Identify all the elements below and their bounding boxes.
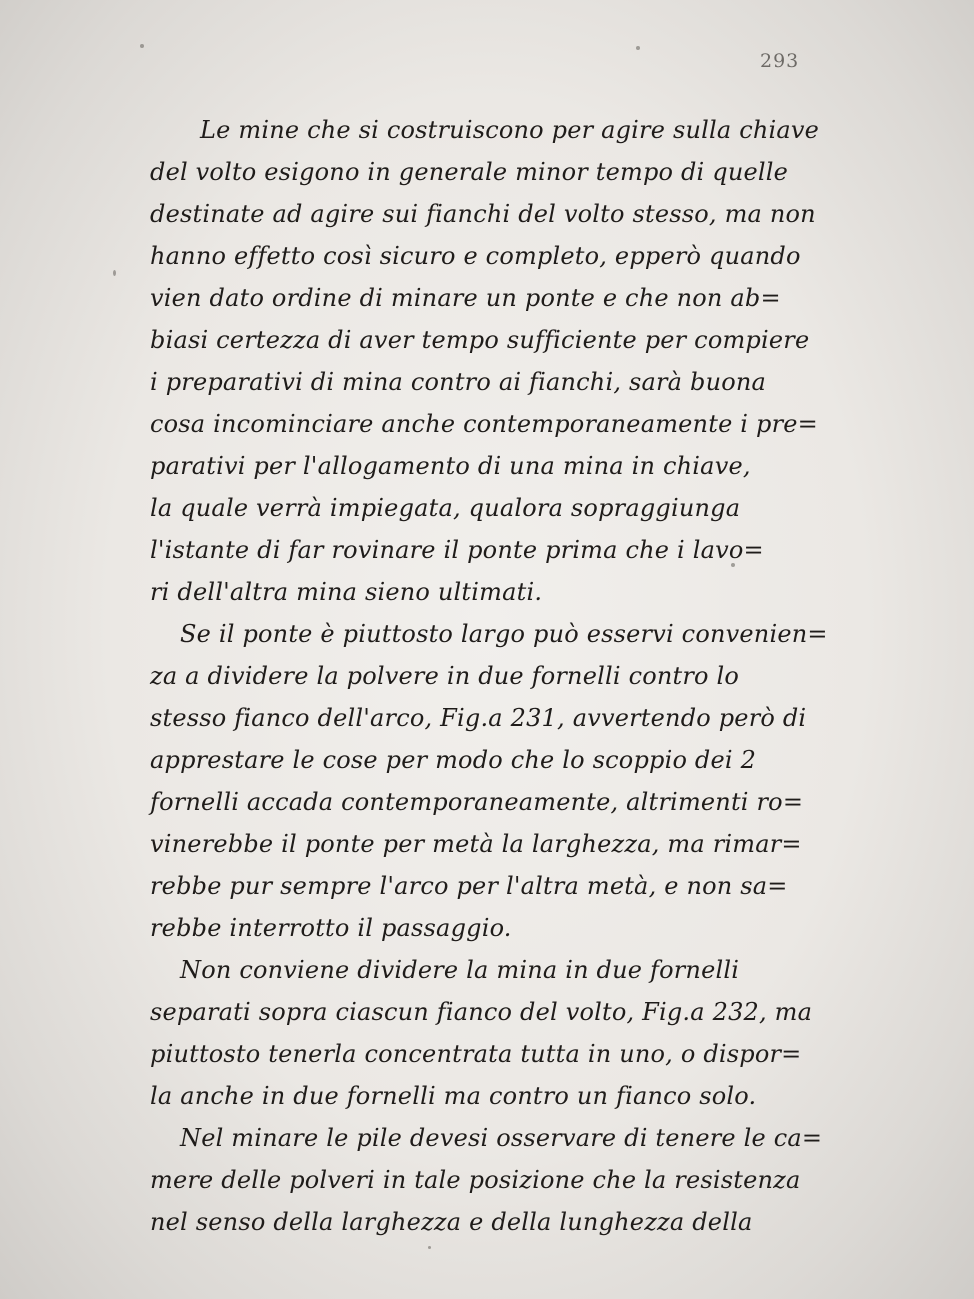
text-line: la quale verrà impiegata, qualora sopraggiunga [150,494,741,522]
text-line: cosa incominciare anche contemporaneamente i pre= [150,410,818,438]
text-line: nel senso della larghezza e della lunghezza della [150,1208,753,1236]
text-line: stesso fianco dell'arco, Fig.a 231, avvertendo però di [150,704,807,732]
text-line: l'istante di far rovinare il ponte prima che i lavo= [150,536,764,564]
ink-spot [140,44,144,48]
text-line: parativi per l'allogamento di una mina in chiave, [150,452,751,480]
text-line: ri dell'altra mina sieno ultimati. [150,578,543,606]
text-line: Nel minare le pile devesi osservare di tenere le ca= [180,1124,823,1152]
text-line: del volto esigono in generale minor tempo di quelle [150,158,789,186]
text-line: vien dato ordine di minare un ponte e che non ab= [150,284,781,312]
text-line: separati sopra ciascun fianco del volto, Fig.a 232, ma [150,998,813,1026]
text-line: Le mine che si costruiscono per agire sulla chiave [200,116,820,144]
text-line: mere delle polveri in tale posizione che la resistenza [150,1166,801,1194]
text-line: apprestare le cose per modo che lo scoppio dei 2 [150,746,757,774]
text-line: destinate ad agire sui fianchi del volto stesso, ma non [150,200,816,228]
text-line: fornelli accada contemporaneamente, altrimenti ro= [150,788,804,816]
text-line: piuttosto tenerla concentrata tutta in uno, o dispor= [150,1040,802,1068]
text-line: rebbe interrotto il passaggio. [150,914,512,942]
text-line: Se il ponte è piuttosto largo può esservi convenien= [180,620,828,648]
ink-spot [113,270,116,276]
text-line: biasi certezza di aver tempo sufficiente per compiere [150,326,810,354]
ink-spot [636,46,640,50]
ink-spot [428,1246,431,1249]
text-line: Non conviene dividere la mina in due fornelli [180,956,740,984]
text-line: hanno effetto così sicuro e completo, epperò quando [150,242,801,270]
text-line: za a dividere la polvere in due fornelli contro lo [150,662,740,690]
text-line: i preparativi di mina contro ai fianchi, sarà buona [150,368,767,396]
text-line: rebbe pur sempre l'arco per l'altra metà, e non sa= [150,872,788,900]
text-line: vinerebbe il ponte per metà la larghezza, ma rimar= [150,830,802,858]
page-number: 293 [760,50,800,72]
text-line: la anche in due fornelli ma contro un fianco solo. [150,1082,757,1110]
